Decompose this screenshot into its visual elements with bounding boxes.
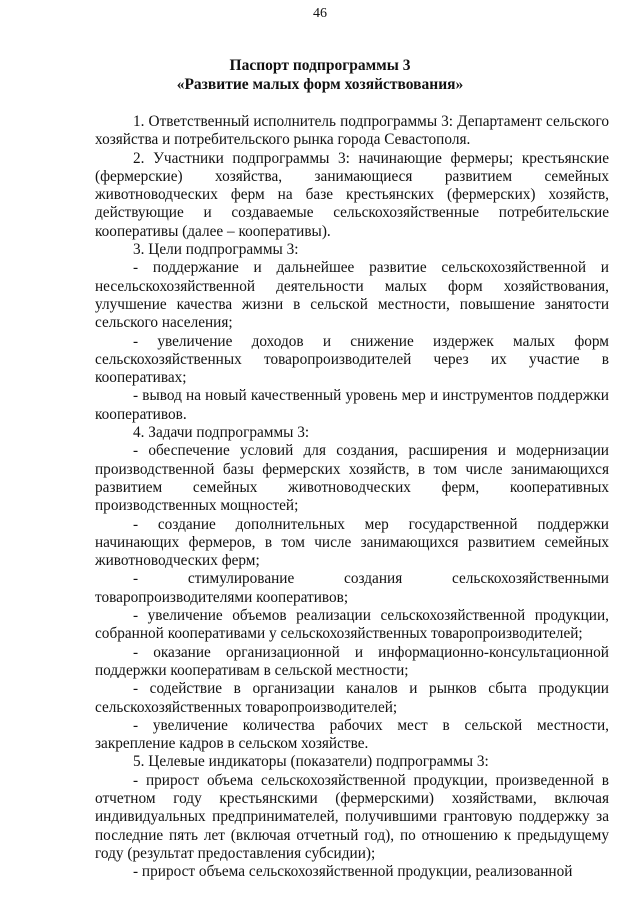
paragraph-tasks-heading: 4. Задачи подпрограммы 3: <box>133 424 310 442</box>
paragraph-task-item: - создание дополнительных мер государственной поддержки начинающих фермеров, в том числе занимающихся развитием семейных животноводческих ферм; <box>95 515 609 570</box>
paragraph-goals-heading: 3. Цели подпрограммы 3: <box>133 241 299 259</box>
paragraph-indicators-heading: 5. Целевые индикаторы (показатели) подпрограммы 3: <box>133 753 489 771</box>
paragraph-task-item: - стимулирование создания сельскохозяйственными товаропроизводителями кооперативов; <box>95 570 609 606</box>
document-body <box>95 113 609 881</box>
paragraph-task-item: - увеличение объемов реализации сельскохозяйственной продукции, собранной кооперативами у сельскохозяйственных товаропроизводителей; <box>95 607 609 643</box>
paragraph-goal-item: - поддержание и дальнейшее развитие сельскохозяйственной и несельскохозяйственной деятельности малых форм хозяйствования, улучшение качества жизни в сельской местности, повышение занятости сельского населения; <box>95 259 609 332</box>
title-line-2: «Развитие малых форм хозяйствования» <box>176 76 464 93</box>
document-title <box>0 56 640 94</box>
paragraph-indicator-item: - прирост объема сельскохозяйственной продукции, произведенной в отчетном году крестьянскими (фермерскими) хозяйствами, включая индивидуальных предпринимателей, получившими грантовую поддержку за последние пять лет (включая отчетный год), по отношению к предыдущему году (результат предоставления субсидии); <box>95 771 609 862</box>
paragraph-goal-item: - увеличение доходов и снижение издержек малых форм сельскохозяйственных товаропроизводителей через их участие в кооперативах; <box>95 332 609 387</box>
paragraph-task-item: - оказание организационной и информационно-консультационной поддержки кооперативам в сельской местности; <box>95 643 609 679</box>
title-line-1: Паспорт подпрограммы 3 <box>229 57 411 74</box>
paragraph-task-item: - обеспечение условий для создания, расширения и модернизации производственной базы фермерских хозяйств, в том числе занимающихся развитием семейных животноводческих ферм, кооперативных производственных мощностей; <box>95 442 609 515</box>
paragraph-task-item: - содействие в организации каналов и рынков сбыта продукции сельскохозяйственных товаропроизводителей; <box>95 680 609 716</box>
paragraph-indicator-item: - прирост объема сельскохозяйственной продукции, реализованной <box>133 863 573 881</box>
paragraph-goal-item: - вывод на новый качественный уровень мер и инструментов поддержки кооперативов. <box>95 387 609 423</box>
paragraph-task-item: - увеличение количества рабочих мест в сельской местности, закрепление кадров в сельском хозяйстве. <box>95 716 609 753</box>
paragraph-responsible-executor: 1. Ответственный исполнитель подпрограммы 3: Департамент сельского хозяйства и потребительского рынка города Севастополя. <box>95 113 609 149</box>
paragraph-participants: 2. Участники подпрограммы 3: начинающие фермеры; крестьянские (фермерские) хозяйства, занимающиеся развитием семейных животноводческих ферм на базе крестьянских (фермерских) хозяйств, действующие и создаваемые сельскохозяйственные потребительские кооперативы (далее – кооперативы). <box>95 149 609 240</box>
page-number: 46 <box>313 6 327 21</box>
